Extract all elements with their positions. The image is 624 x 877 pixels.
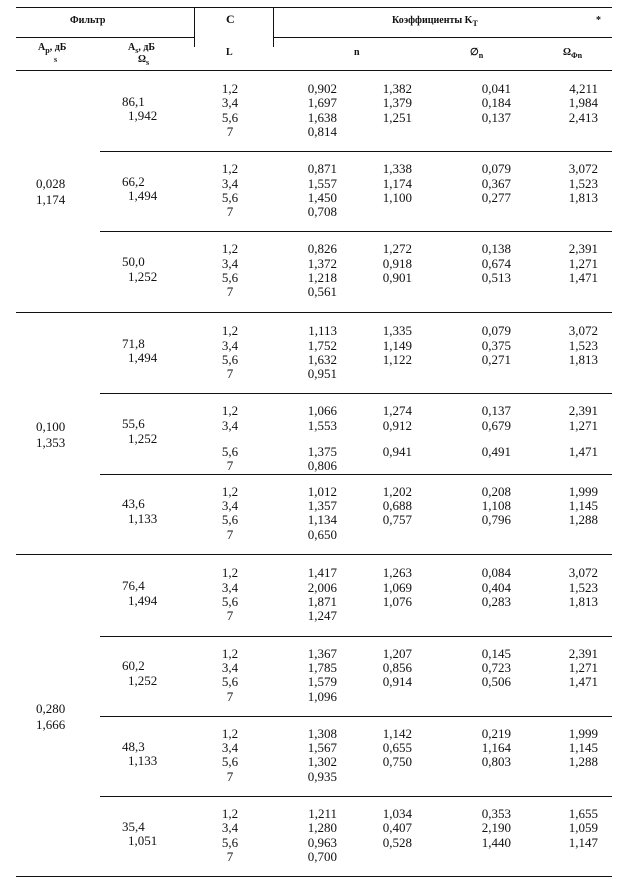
- value-cell: 1,638: [307, 109, 337, 125]
- as-omega-value: 1,133: [128, 510, 158, 526]
- value-cell: 0,941: [382, 444, 412, 459]
- cl-cell: 3,4: [221, 579, 239, 595]
- value-cell: 0,796: [481, 512, 511, 528]
- value-cell: 1,134: [307, 512, 337, 528]
- value-cell: 1,471: [568, 444, 598, 459]
- value-cell: 0,655: [382, 740, 412, 756]
- value-cell: 1,066: [307, 403, 337, 419]
- value-cell: 0,951: [307, 366, 337, 382]
- value-cell: 0,918: [382, 255, 412, 271]
- value-cell: 1,211: [308, 806, 337, 821]
- omega-s-value: 1,666: [36, 716, 66, 732]
- cl-cell: 1,2: [221, 565, 239, 581]
- as-value: 66,2: [122, 174, 145, 190]
- cl-cell: 1,2: [221, 81, 239, 96]
- value-cell: 0,079: [481, 161, 511, 177]
- value-cell: 1,871: [307, 594, 337, 609]
- value-cell: 1,372: [307, 255, 337, 271]
- value-cell: 1,207: [382, 645, 412, 661]
- l-header: L: [226, 47, 233, 58]
- value-cell: 1,382: [382, 81, 412, 96]
- as-omega-value: 1,494: [128, 592, 158, 608]
- as-omega-value: 1,133: [128, 752, 158, 768]
- value-cell: 1,999: [568, 483, 598, 499]
- value-cell: 1,813: [568, 189, 598, 205]
- value-cell: 0,750: [382, 754, 412, 770]
- value-cell: 1,145: [568, 497, 598, 513]
- phi-header: $\emptyset_n$: [470, 47, 484, 60]
- value-cell: 1,100: [382, 189, 412, 205]
- value-cell: 0,079: [481, 323, 511, 339]
- value-cell: 0,814: [307, 123, 337, 139]
- value-cell: 0,041: [481, 81, 511, 96]
- as-omega-value: 1,942: [128, 108, 158, 124]
- value-cell: 3,072: [568, 565, 598, 581]
- value-cell: 0,935: [307, 768, 337, 784]
- value-cell: 0,708: [307, 204, 337, 220]
- value-cell: 1,288: [568, 512, 598, 528]
- value-cell: 1,288: [568, 754, 598, 770]
- block-rule: [100, 231, 612, 232]
- cl-cell: 3,4: [221, 659, 239, 675]
- cl-cell: 5,6: [221, 189, 239, 205]
- value-cell: 1,523: [568, 175, 598, 191]
- value-cell: 1,655: [568, 806, 598, 821]
- value-cell: 1,984: [568, 95, 598, 111]
- value-cell: 1,785: [307, 659, 337, 675]
- cl-cell: 1,2: [221, 403, 239, 419]
- value-cell: 1,471: [568, 674, 598, 690]
- filter-sub-rule: [16, 37, 194, 38]
- value-cell: 0,145: [481, 645, 511, 661]
- value-cell: 1,523: [568, 337, 598, 353]
- cl-cell: 1,2: [221, 725, 239, 741]
- value-cell: 1,379: [382, 95, 412, 111]
- cl-cell: 1,2: [221, 323, 239, 339]
- value-cell: 1,145: [568, 740, 598, 756]
- value-cell: 1,059: [568, 820, 598, 836]
- omega-s-value: 1,174: [36, 192, 66, 208]
- value-cell: 1,202: [382, 483, 412, 499]
- value-cell: 0,806: [307, 458, 337, 474]
- value-cell: 1,417: [307, 565, 337, 581]
- as-value: 86,1: [122, 93, 145, 109]
- value-cell: 1,096: [307, 688, 337, 704]
- value-cell: 1,251: [382, 109, 412, 125]
- cl-cell: 3,4: [221, 175, 239, 191]
- cl-cell: 5,6: [221, 270, 239, 285]
- cl-cell: 3,4: [221, 95, 239, 111]
- cl-cell: 5,6: [221, 512, 239, 528]
- as-header: $A_s$, дБ $\Omega_s$: [128, 42, 156, 67]
- value-cell: 0,902: [307, 81, 337, 96]
- as-omega-value: 1,252: [128, 430, 158, 446]
- cl-cell: 5,6: [221, 674, 239, 690]
- star-mark: *: [596, 15, 601, 26]
- as-value: 48,3: [122, 738, 145, 754]
- value-cell: 1,752: [307, 337, 337, 353]
- value-cell: 0,353: [481, 806, 511, 821]
- cl-cell: 3,4: [221, 820, 239, 836]
- value-cell: 0,277: [481, 189, 511, 205]
- cl-cell: 5,6: [221, 754, 239, 770]
- ap-value: 0,028: [36, 176, 66, 192]
- cl-cell: 7: [226, 123, 234, 139]
- value-cell: 1,357: [307, 497, 337, 513]
- value-cell: 2,006: [307, 579, 337, 595]
- as-omega-value: 1,494: [128, 188, 158, 204]
- value-cell: 1,274: [382, 403, 412, 419]
- value-cell: 1,553: [307, 417, 337, 433]
- value-cell: 0,674: [481, 255, 511, 271]
- value-cell: 1,567: [307, 740, 337, 756]
- value-cell: 1,557: [307, 175, 337, 191]
- value-cell: 1,113: [308, 323, 337, 339]
- value-cell: 0,901: [382, 270, 412, 285]
- value-cell: 1,280: [307, 820, 337, 836]
- value-cell: 0,506: [481, 674, 511, 690]
- as-value: 50,0: [122, 254, 145, 270]
- value-cell: 0,803: [481, 754, 511, 770]
- value-cell: 1,302: [307, 754, 337, 770]
- cl-cell: 1,2: [221, 241, 239, 257]
- cl-cell: 1,2: [221, 161, 239, 177]
- value-cell: 0,561: [307, 284, 337, 300]
- value-cell: 1,632: [307, 351, 337, 367]
- omega-s-value: 1,353: [36, 434, 66, 450]
- value-cell: 0,871: [307, 161, 337, 177]
- cl-cell: 5,6: [221, 594, 239, 609]
- value-cell: 1,338: [382, 161, 412, 177]
- value-cell: 1,375: [307, 444, 337, 459]
- value-cell: 0,757: [382, 512, 412, 528]
- value-cell: 0,912: [382, 417, 412, 433]
- value-cell: 1,271: [568, 255, 598, 271]
- value-cell: 0,650: [307, 526, 337, 542]
- value-cell: 1,263: [382, 565, 412, 581]
- cl-cell: 1,2: [221, 483, 239, 499]
- cl-cell: 3,4: [221, 337, 239, 353]
- value-cell: 0,491: [481, 444, 511, 459]
- value-cell: 1,218: [307, 270, 337, 285]
- value-cell: 1,697: [307, 95, 337, 111]
- value-cell: 0,375: [481, 337, 511, 353]
- value-cell: 0,367: [481, 175, 511, 191]
- value-cell: 1,579: [307, 674, 337, 690]
- block-rule: [100, 151, 612, 152]
- value-cell: 0,679: [481, 417, 511, 433]
- block-rule: [100, 636, 612, 637]
- value-cell: 1,272: [382, 241, 412, 257]
- group-rule: [16, 312, 612, 313]
- value-cell: 0,528: [382, 834, 412, 850]
- value-cell: 0,184: [481, 95, 511, 111]
- value-cell: 1,142: [382, 725, 412, 741]
- as-value: 55,6: [122, 416, 145, 432]
- value-cell: 1,471: [568, 270, 598, 285]
- ap-header: $A_p$, дБ s: [38, 42, 67, 64]
- block-rule: [100, 716, 612, 717]
- value-cell: 2,391: [568, 241, 598, 257]
- cl-cell: 5,6: [221, 834, 239, 850]
- value-cell: 0,404: [481, 579, 511, 595]
- value-cell: 1,367: [307, 645, 337, 661]
- value-cell: 1,813: [568, 594, 598, 609]
- value-cell: 0,513: [481, 270, 511, 285]
- as-omega-value: 1,494: [128, 350, 158, 366]
- value-cell: 0,219: [481, 725, 511, 741]
- value-cell: 1,271: [568, 417, 598, 433]
- value-cell: 1,335: [382, 323, 412, 339]
- cl-cell: 7: [226, 608, 234, 624]
- header-divider-2: [273, 7, 274, 47]
- value-cell: 0,688: [382, 497, 412, 513]
- value-cell: 0,208: [481, 483, 511, 499]
- value-cell: 1,012: [307, 483, 337, 499]
- value-cell: 2,391: [568, 645, 598, 661]
- value-cell: 2,413: [568, 109, 598, 125]
- block-rule: [100, 474, 612, 475]
- coefficients-header: Коэффициенты $K_T$: [392, 15, 478, 28]
- value-cell: 1,108: [481, 497, 511, 513]
- as-value: 35,4: [122, 818, 145, 834]
- as-omega-value: 1,252: [128, 268, 158, 284]
- as-value: 43,6: [122, 496, 145, 512]
- cl-cell: 7: [226, 768, 234, 784]
- value-cell: 1,034: [382, 806, 412, 821]
- filter-header: Фильтр: [70, 15, 106, 26]
- cl-cell: 1,2: [221, 806, 239, 821]
- value-cell: 1,122: [382, 351, 412, 367]
- cl-cell: 7: [226, 688, 234, 704]
- value-cell: 0,137: [481, 403, 511, 419]
- value-cell: 1,440: [481, 834, 511, 850]
- value-cell: 1,174: [382, 175, 412, 191]
- value-cell: 0,914: [382, 674, 412, 690]
- value-cell: 0,138: [481, 241, 511, 257]
- value-cell: 1,450: [307, 189, 337, 205]
- cl-cell: 3,4: [221, 497, 239, 513]
- as-value: 76,4: [122, 578, 145, 594]
- value-cell: 3,072: [568, 161, 598, 177]
- omega-header: $\Omega_{\Phi n}$: [563, 47, 583, 60]
- value-cell: 1,149: [382, 337, 412, 353]
- value-cell: 1,271: [568, 659, 598, 675]
- value-cell: 1,999: [568, 725, 598, 741]
- value-cell: 0,271: [481, 351, 511, 367]
- block-rule: [100, 796, 612, 797]
- cl-cell: 3,4: [221, 255, 239, 271]
- cl-cell: 5,6: [221, 109, 239, 125]
- value-cell: 1,164: [481, 740, 511, 756]
- cl-cell: 7: [226, 526, 234, 542]
- top-rule: [16, 7, 612, 8]
- value-cell: 0,963: [307, 834, 337, 850]
- cl-cell: 7: [226, 366, 234, 382]
- block-rule: [100, 393, 612, 394]
- header-bottom-rule: [16, 70, 612, 71]
- as-omega-value: 1,252: [128, 672, 158, 688]
- value-cell: 0,700: [307, 848, 337, 864]
- ap-value: 0,100: [36, 418, 66, 434]
- value-cell: 0,723: [481, 659, 511, 675]
- value-cell: 0,137: [481, 109, 511, 125]
- header-divider-1: [194, 7, 195, 47]
- c-header: C: [226, 12, 235, 26]
- value-cell: 1,147: [568, 834, 598, 850]
- value-cell: 1,247: [307, 608, 337, 624]
- cl-cell: 1,2: [221, 645, 239, 661]
- coeff-sub-rule: [273, 37, 612, 38]
- value-cell: 1,308: [307, 725, 337, 741]
- cl-cell: 7: [226, 458, 234, 474]
- cl-cell: 3,4: [221, 417, 239, 433]
- value-cell: 0,856: [382, 659, 412, 675]
- cl-cell: 7: [226, 284, 234, 300]
- value-cell: 1,523: [568, 579, 598, 595]
- n-header: n: [354, 47, 360, 58]
- value-cell: 3,072: [568, 323, 598, 339]
- value-cell: 0,407: [382, 820, 412, 836]
- ap-value: 0,280: [36, 700, 66, 716]
- value-cell: 1,069: [382, 579, 412, 595]
- value-cell: 1,076: [382, 594, 412, 609]
- value-cell: 4,211: [569, 81, 598, 96]
- value-cell: 0,084: [481, 565, 511, 581]
- cl-cell: 7: [226, 204, 234, 220]
- cl-cell: 5,6: [221, 444, 239, 459]
- value-cell: 1,813: [568, 351, 598, 367]
- cl-cell: 5,6: [221, 351, 239, 367]
- as-value: 60,2: [122, 658, 145, 674]
- value-cell: 2,391: [568, 403, 598, 419]
- as-omega-value: 1,051: [128, 833, 158, 849]
- value-cell: 0,826: [307, 241, 337, 257]
- as-value: 71,8: [122, 336, 145, 352]
- value-cell: 2,190: [481, 820, 511, 836]
- value-cell: 0,283: [481, 594, 511, 609]
- cl-cell: 7: [226, 848, 234, 864]
- group-rule: [16, 554, 612, 555]
- cl-cell: 3,4: [221, 740, 239, 756]
